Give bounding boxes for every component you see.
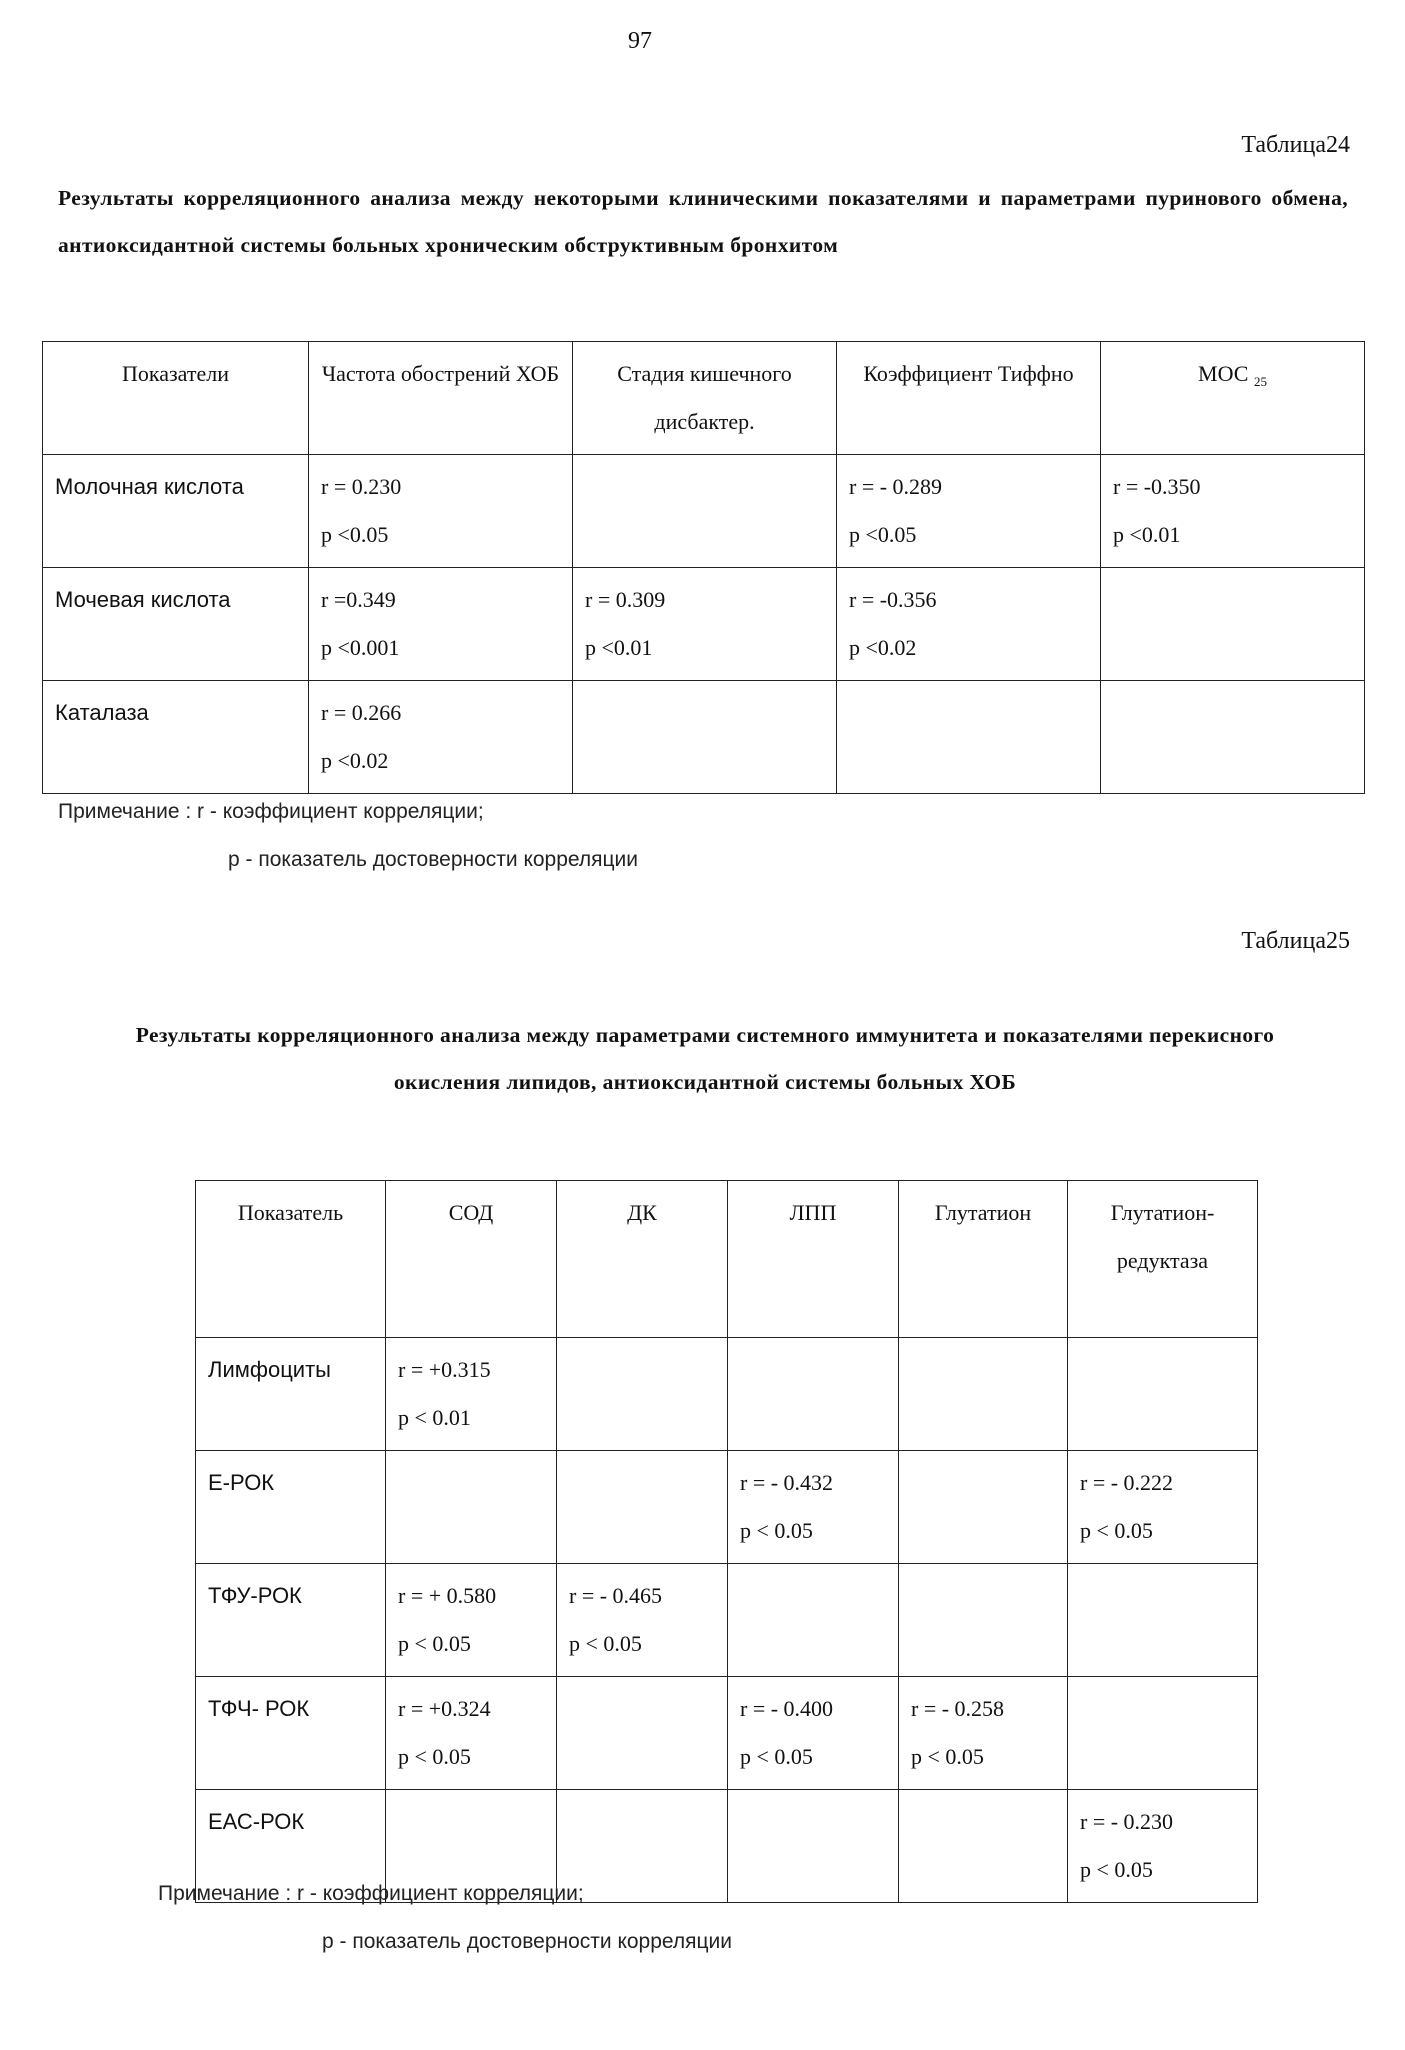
correlation-coefficient: [1113, 576, 1352, 624]
table-cell: [309, 455, 573, 568]
table25-header-cell: Глутатион-редуктаза: [1068, 1181, 1258, 1338]
row-label: Е-РОК: [196, 1451, 386, 1564]
row-label: ТФЧ- РОК: [196, 1677, 386, 1790]
significance-value: p < 0.05: [398, 1744, 471, 1769]
table-cell: [837, 455, 1101, 568]
table24-header-row: [43, 342, 1365, 455]
correlation-coefficient: r = 0.309: [585, 587, 666, 612]
table-cell: [899, 1338, 1068, 1451]
table-cell: [899, 1677, 1068, 1790]
table-cell: [728, 1790, 899, 1903]
row-label: Мочевая кислота: [43, 568, 309, 681]
row-label: ТФУ-РОК: [196, 1564, 386, 1677]
correlation-coefficient: r = +0.315: [398, 1357, 491, 1382]
correlation-coefficient: [1113, 689, 1352, 737]
correlation-coefficient: r = - 0.230: [1080, 1809, 1174, 1834]
table-row: [196, 1451, 1258, 1564]
table-cell: [386, 1677, 557, 1790]
table-row: [196, 1564, 1258, 1677]
table25-note-line1: Примечание : r - коэффициент корреляции;: [158, 1882, 584, 1905]
table25-header-cell: ДК: [557, 1181, 728, 1338]
significance-value: p <0.05: [849, 522, 917, 547]
table-row: [43, 455, 1365, 568]
table-cell: [573, 455, 837, 568]
significance-value: p <0.001: [321, 635, 400, 660]
table24: [42, 341, 1365, 794]
table-cell: [728, 1677, 899, 1790]
table-cell: [573, 568, 837, 681]
significance-value: p <0.01: [1113, 522, 1181, 547]
table-cell: [573, 681, 837, 794]
table-cell: [557, 1338, 728, 1451]
correlation-coefficient: r = -0.350: [1113, 474, 1201, 499]
table-cell: [309, 681, 573, 794]
table-cell: [386, 1564, 557, 1677]
table-cell: [1101, 455, 1365, 568]
significance-value: p < 0.05: [911, 1744, 984, 1769]
correlation-coefficient: r = 0.266: [321, 700, 402, 725]
significance-value: p < 0.05: [1080, 1518, 1153, 1543]
correlation-coefficient: r = +0.324: [398, 1696, 491, 1721]
table-cell: [1068, 1451, 1258, 1564]
significance-value: [849, 737, 1088, 785]
table24-header-cell: [1101, 342, 1365, 455]
table-cell: [728, 1338, 899, 1451]
table-cell: [1068, 1790, 1258, 1903]
correlation-coefficient: [585, 689, 824, 737]
correlation-coefficient: r = - 0.222: [1080, 1470, 1174, 1495]
table-cell: [557, 1564, 728, 1677]
table-cell: [728, 1451, 899, 1564]
significance-value: p <0.01: [585, 635, 653, 660]
row-label: Молочная кислота: [43, 455, 309, 568]
significance-value: p <0.02: [849, 635, 917, 660]
table-cell: [386, 1338, 557, 1451]
mos-subscript: 25: [1253, 374, 1267, 389]
table24-header-cell: Показатели: [43, 342, 309, 455]
correlation-coefficient: r = - 0.289: [849, 474, 943, 499]
significance-value: [585, 737, 824, 785]
table-cell: [899, 1564, 1068, 1677]
table-cell: [1068, 1677, 1258, 1790]
table24-header-cell: Коэффициент Тиффно: [837, 342, 1101, 455]
table-cell: [1068, 1564, 1258, 1677]
table-cell: [309, 568, 573, 681]
table-row: [43, 568, 1365, 681]
table-cell: [1101, 568, 1365, 681]
significance-value: p < 0.05: [398, 1631, 471, 1656]
correlation-coefficient: [585, 463, 824, 511]
table-cell: [728, 1564, 899, 1677]
table25-header-cell: Глутатион: [899, 1181, 1068, 1338]
correlation-coefficient: r =0.349: [321, 587, 396, 612]
table-cell: [1101, 681, 1365, 794]
table-row: [196, 1338, 1258, 1451]
significance-value: p <0.05: [321, 522, 389, 547]
correlation-coefficient: r = 0.230: [321, 474, 402, 499]
correlation-coefficient: r = - 0.258: [911, 1696, 1005, 1721]
significance-value: [585, 511, 824, 559]
table25-header-cell: СОД: [386, 1181, 557, 1338]
correlation-coefficient: r = + 0.580: [398, 1583, 497, 1608]
table-cell: [386, 1451, 557, 1564]
mos-label: МОС: [1198, 361, 1249, 386]
table-cell: [899, 1790, 1068, 1903]
table25-header-cell: ЛПП: [728, 1181, 899, 1338]
table24-header-cell: Частота обострений ХОБ: [309, 342, 573, 455]
table-cell: [557, 1677, 728, 1790]
table25-title: Результаты корреляционного анализа между параметрами системного иммунитета и показателями перекисного окисления липидов, антиоксидантной системы больных ХОБ: [135, 1023, 1275, 1094]
row-label: ЕАС-РОК: [196, 1790, 386, 1903]
table25-header-row: [196, 1181, 1258, 1338]
table-row: [196, 1677, 1258, 1790]
table-cell: [557, 1451, 728, 1564]
significance-value: p < 0.05: [740, 1744, 813, 1769]
significance-value: p < 0.05: [740, 1518, 813, 1543]
significance-value: [1113, 624, 1352, 672]
correlation-coefficient: r = - 0.400: [740, 1696, 834, 1721]
page-number: 97: [628, 28, 652, 54]
significance-value: p < 0.05: [569, 1631, 642, 1656]
table25-label: Таблица25: [1241, 928, 1350, 954]
table24-header-cell: Стадия кишечного дисбактер.: [573, 342, 837, 455]
significance-value: p < 0.01: [398, 1405, 471, 1430]
table-cell: [837, 681, 1101, 794]
correlation-coefficient: r = - 0.465: [569, 1583, 663, 1608]
table24-label: Таблица24: [1241, 132, 1350, 158]
significance-value: [1113, 737, 1352, 785]
table24-note-line2: p - показатель достоверности корреляции: [228, 848, 639, 871]
row-label: Каталаза: [43, 681, 309, 794]
table25: [195, 1180, 1258, 1903]
correlation-coefficient: r = - 0.432: [740, 1470, 834, 1495]
row-label: Лимфоциты: [196, 1338, 386, 1451]
table-cell: [837, 568, 1101, 681]
correlation-coefficient: r = -0.356: [849, 587, 937, 612]
table-cell: [899, 1451, 1068, 1564]
table-cell: [1068, 1338, 1258, 1451]
correlation-coefficient: [849, 689, 1088, 737]
significance-value: p <0.02: [321, 748, 389, 773]
table24-note-line1: Примечание : r - коэффициент корреляции;: [58, 800, 484, 823]
table25-note-line2: p - показатель достоверности корреляции: [322, 1930, 733, 1953]
significance-value: p < 0.05: [1080, 1857, 1153, 1882]
table25-header-cell: Показатель: [196, 1181, 386, 1338]
table-row: [43, 681, 1365, 794]
table24-title: Результаты корреляционного анализа между некоторыми клиническими показателями и параметрами пуринового обмена, антиоксидантной системы больных хроническим обструктивным бронхитом: [58, 186, 1348, 257]
